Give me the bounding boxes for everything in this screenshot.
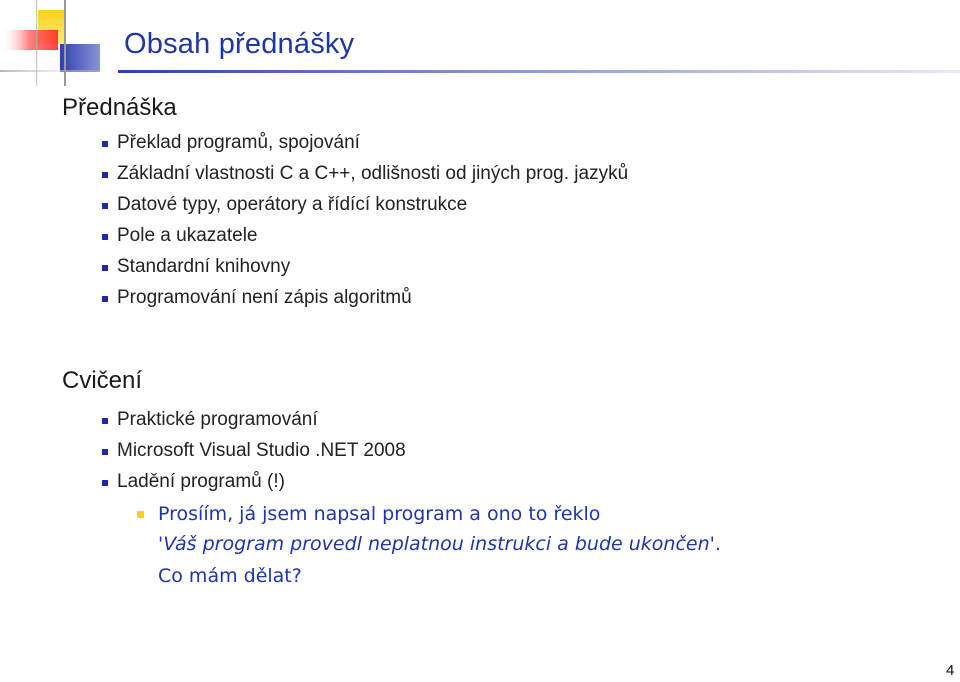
square-bullet-icon — [102, 418, 108, 424]
page-number: 4 — [946, 662, 955, 679]
question-text: Co mám dělat? — [158, 565, 302, 587]
list-item: Programování není zápis algoritmů — [100, 282, 628, 313]
list-item: Základní vlastnosti C a C++, odlišnosti od jiných prog. jazyků — [100, 158, 628, 189]
lecture-list — [100, 127, 628, 313]
section-heading-exercise: Cvičení — [62, 367, 143, 394]
decorative-corner-logo — [0, 0, 130, 90]
list-item: Microsoft Visual Studio .NET 2008 — [100, 435, 406, 466]
square-bullet-icon — [102, 265, 108, 271]
section-heading-lecture: Přednáška — [62, 94, 177, 121]
sub-list-item: Prosíím, já jsem napsal program a ono to řeklo — [137, 498, 600, 530]
exercise-list — [100, 404, 406, 497]
slide-title: Obsah přednášky — [124, 28, 355, 60]
square-bullet-icon — [102, 296, 108, 302]
list-item: Datové typy, operátory a řídící konstrukce — [100, 189, 628, 220]
square-bullet-icon — [102, 234, 108, 240]
square-bullet-icon — [102, 480, 108, 486]
title-underline — [118, 70, 960, 73]
square-bullet-icon — [102, 172, 108, 178]
list-item: Ladění programů (!) — [100, 466, 406, 497]
list-item: Standardní knihovny — [100, 251, 628, 282]
list-item: Překlad programů, spojování — [100, 127, 628, 158]
square-bullet-icon — [102, 141, 108, 147]
square-bullet-icon — [102, 449, 108, 455]
exercise-sub-list — [137, 498, 600, 530]
square-bullet-icon — [102, 203, 108, 209]
list-item: Pole a ukazatele — [100, 220, 628, 251]
list-item: Praktické programování — [100, 404, 406, 435]
error-message-quote: 'Váš program provedl neplatnou instrukci a bude ukončen'. — [158, 533, 721, 555]
yellow-square-bullet-icon — [137, 511, 144, 518]
